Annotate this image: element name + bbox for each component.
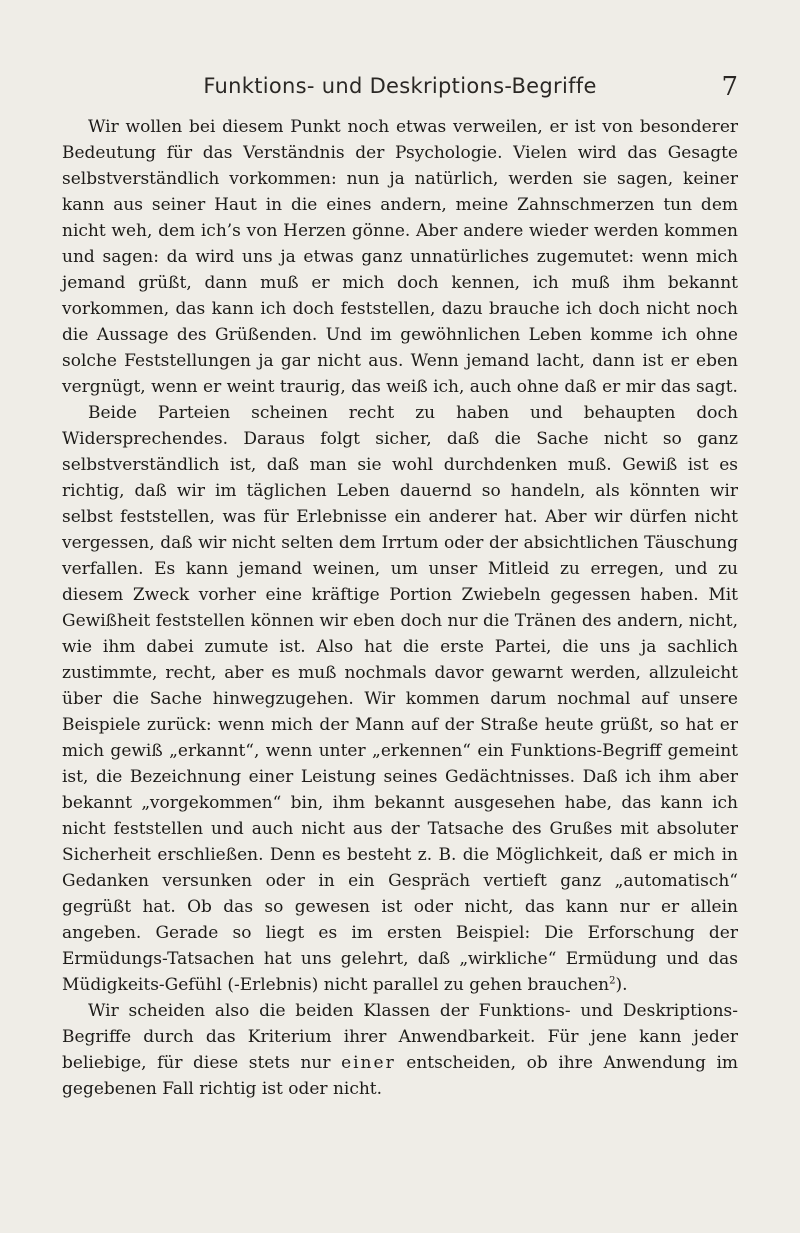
paragraph-2-ending: ). — [615, 975, 628, 995]
paragraph-1: Wir wollen bei diesem Punkt noch etwas verweilen, er ist von besonderer Bedeutung für das Verständnis der Psychologie. Vielen wird das Gesagte selbstverständlich vorkommen: nun ja natürlich, werden sie sagen, keiner kann aus seiner Haut in die eines andern, meine Zahnschmerzen tun dem nicht weh, dem ich’s von Herzen gönne. Aber andere wieder werden kommen und sagen: da wird uns ja etwas ganz unnatürliches zugemutet: wenn mich jemand grüßt, dann muß er mich doch kennen, ich muß ihm bekannt vorkommen, das kann ich doch feststellen, dazu brauche ich doch nicht noch die Aussage des Grüßenden. Und im gewöhnlichen Leben komme ich ohne solche Feststellungen ja gar nicht aus. Wenn jemand lacht, dann ist er eben vergnügt, wenn er weint traurig, das weiß ich, auch ohne daß er mir das sagt. — [62, 117, 738, 397]
paragraph-3 — [62, 998, 738, 1102]
emphasis-einer: einer — [341, 1053, 396, 1073]
page-number: 7 — [721, 72, 738, 102]
paragraph-3-ending: entscheiden, ob ihre Anwendung im gegebenen Fall richtig ist oder nicht. — [62, 1053, 739, 1099]
running-title: Funktions- und Deskriptions-Begriffe — [203, 74, 597, 98]
paragraph-2 — [62, 400, 738, 998]
body-text — [62, 114, 738, 1102]
paragraph-2-text: Beide Parteien scheinen recht zu haben und behaupten doch Widersprechendes. Daraus folgt sicher, daß die Sache nicht so ganz selbstverständlich ist, daß man sie wohl durchdenken muß. Gewiß ist es richtig, daß wir im täglichen Leben dauernd so handeln, als könnten wir selbst feststellen, was für Erlebnisse ein anderer hat. Aber wir dürfen nicht vergessen, daß wir nicht selten dem Irrtum oder der absichtlichen Täuschung verfallen. Es kann jemand weinen, um unser Mitleid zu erregen, und zu diesem Zweck vorher eine kräftige Portion Zwiebeln gegessen haben. Mit Gewißheit feststellen können wir eben doch nur die Tränen des andern, nicht, wie ihm dabei zumute ist. Also hat die erste Partei, die uns ja sachlich zustimmte, recht, aber es muß nochmals davor gewarnt werden, allzuleicht über die Sache hinwegzugehen. Wir kommen darum nochmal auf unsere Beispiele zurück: wenn mich der Mann auf der Straße heute grüßt, so hat er mich gewiß „erkannt“, wenn unter „erkennen“ ein Funktions-Begriff gemeint ist, die Bezeichnung einer Leistung seines Gedächtnisses. Daß ich ihm aber bekannt „vorgekommen“ bin, ihm bekannt ausgesehen habe, das kann ich nicht feststellen und auch nicht aus der Tatsache des Grußes mit absoluter Sicherheit erschließen. Denn es besteht z. B. die Möglichkeit, daß er mich in Gedanken versunken oder in ein Gespräch vertieft ganz „automatisch“ gegrüßt hat. Ob das so gewesen ist oder nicht, das kann nur er allein angeben. Gerade so liegt es im ersten Beispiel: Die Erforschung der Ermüdungs-Tatsachen hat uns gelehrt, daß „wirkliche“ Ermüdung und das Müdigkeits-Gefühl (-Erlebnis) nicht parallel zu gehen brauchen — [62, 403, 738, 995]
paragraph-3-text: Wir scheiden also die beiden Klassen der Funktions- und Deskriptions-Begriffe durch das Kriterium ihrer Anwendbarkeit. Für jene kann jeder beliebige, für diese stets nur — [62, 1001, 738, 1073]
footnote-marker: 2 — [609, 975, 616, 987]
running-head — [62, 54, 738, 102]
